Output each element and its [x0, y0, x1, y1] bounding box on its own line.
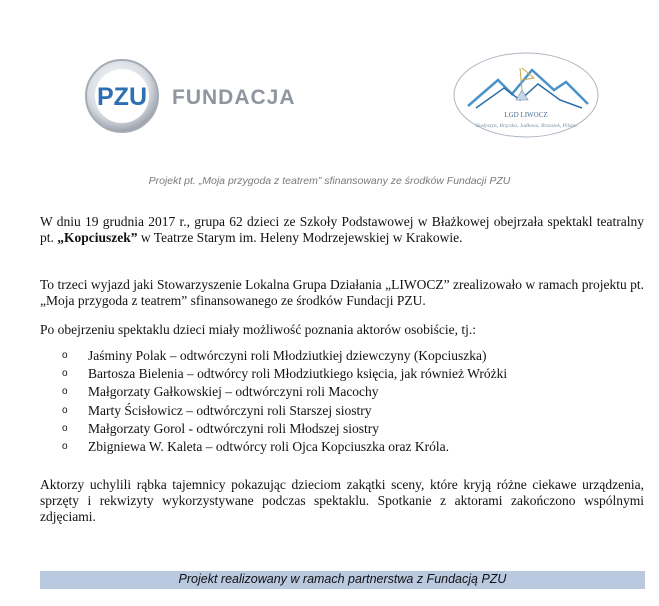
- list-item: [62, 383, 507, 401]
- actor-text: Zbigniewa W. Kaleta – odtwórcy roli Ojca Kopciuszka oraz Króla.: [88, 439, 450, 455]
- pzu-mark-text: PZU: [97, 83, 147, 111]
- project-caption: Projekt pt. „Moja przygoda z teatrem” sfinansowany ze środków Fundacji PZU: [148, 175, 511, 187]
- fundacja-text: FUNDACJA: [172, 86, 296, 109]
- footer-text: Projekt realizowany w ramach partnerstwa z Fundacją PZU: [178, 572, 507, 586]
- actor-text: Marty Ścisłowicz – odtwórczyni roli Starszej siostry: [88, 402, 372, 418]
- actor-text: Bartosza Bielenia – odtwórcy roli Młodziutkiego księcia, jak również Wróżki: [88, 366, 508, 382]
- paragraph-project: To trzeci wyjazd jaki Stowarzyszenie Lokalna Grupa Działania „LIWOCZ” zrealizowało w ramach projektu pt. „Moja przygoda z teatrem” sfinansowanego ze środków Fundacji PZU.: [40, 277, 644, 308]
- paragraph-visit-end: w Teatrze Starym im. Heleny Modrzejewskiej w Krakowie.: [137, 230, 463, 245]
- bullet-icon: o: [62, 404, 68, 416]
- lgd-subtitle-text: Skołyszyn, Brzyska, Jodłowa, Brzostek, Pilzno: [475, 123, 577, 129]
- paragraph-visit: [40, 214, 644, 246]
- list-item: [62, 402, 507, 420]
- bullet-icon: o: [62, 350, 68, 361]
- paragraph-closing: Aktorzy uchylili rąbka tajemnicy pokazując dzieciom zakątki sceny, które kryją różne ciekawe urządzenia, sprzęty i rekwizyty wykorzystywane podczas spektaklu. Spotkanie z aktorami zakończono wspólnymi zdjęciami.: [40, 477, 644, 524]
- paragraph-visit-start: W dniu 19 grudnia 2017 r., grupa 62 dzieci ze Szkoły Podstawowej w Błażkowej obejrzała spektakl teatralny pt.: [40, 214, 644, 245]
- list-item: [62, 420, 507, 438]
- bullet-icon: o: [62, 368, 68, 380]
- play-title: „Kopciuszek”: [57, 230, 138, 245]
- list-item: [62, 438, 507, 456]
- bullet-icon: o: [62, 386, 68, 398]
- actor-text: Małgorzaty Gałkowskiej – odtwórczyni roli Macochy: [88, 384, 379, 400]
- bullet-icon: o: [62, 422, 68, 434]
- footer-bar: [40, 571, 645, 589]
- lgd-name-text: LGD LIWOCZ: [504, 111, 548, 119]
- actor-text: Jaśminy Polak – odtwórczyni roli Młodziutkiej dziewczyny (Kopciuszka): [88, 348, 487, 363]
- lgd-liwocz-logo: [446, 50, 606, 140]
- actors-list: [62, 347, 507, 456]
- pzu-fundacja-logo: [82, 56, 296, 146]
- actor-text: Małgorzaty Gorol - odtwórczyni roli Młodszej siostry: [88, 420, 379, 436]
- paragraph-actors-intro: Po obejrzeniu spektaklu dzieci miały możliwość poznania aktorów osobiście, tj.:: [40, 322, 477, 337]
- list-item: [62, 365, 507, 383]
- bullet-icon: o: [62, 441, 68, 453]
- list-item: [62, 347, 507, 365]
